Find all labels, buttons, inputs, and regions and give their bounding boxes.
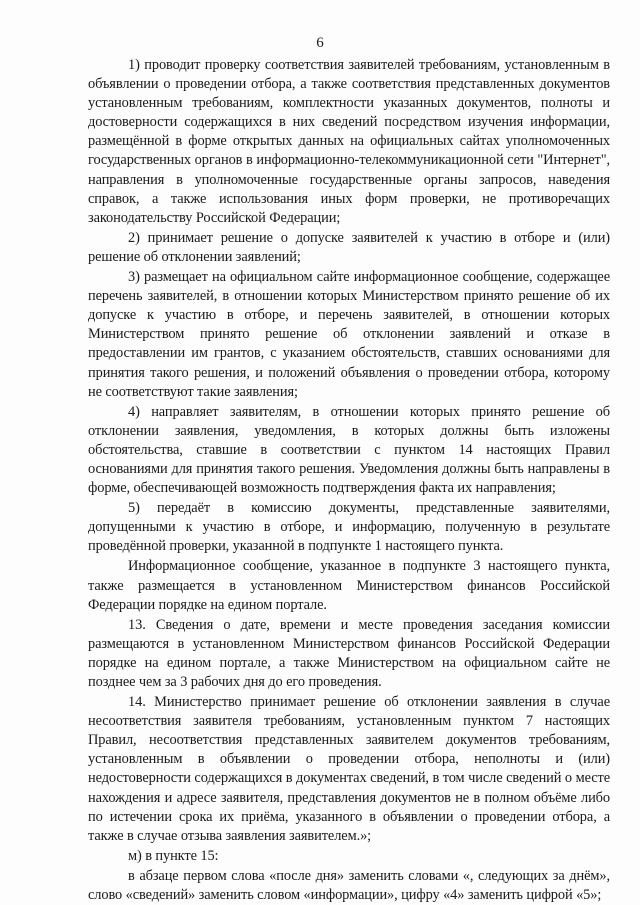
paragraph-subitem-3: 3) размещает на официальном сайте информационное сообщение, содержащее перечень заявителей, в отношении которых Министерством принято решение об их допуске к участию в отборе, и перечень заявителей, в отношении которых Министерством принято решение об отклонении заявлений и отказе в предоставлении им грантов, с указанием обстоятельств, ставших основаниями для принятия такого решения, и положений объявления о проведении отбора, которому не соответствуют такие заявления;	[88, 269, 610, 400]
paragraph-clause-14: 14. Министерство принимает решение об отклонении заявления в случае несоответствия заявителя требованиям, установленным пунктом 7 настоящих Правил, несоответствия представленных заявителем документов требованиям, установленным в объявлении о проведении отбора, неполноты и (или) недостоверности содержащихся в документах сведений, в том числе сведений о месте нахождения и адресе заявителя, представления документов не в полном объёме либо по истечении срока их приёма, указанного в объявлении о проведении отбора, а также в случае отзыва заявления заявителем.»;	[88, 694, 610, 844]
paragraph-subitem-1: 1) проводит проверку соответствия заявителей требованиям, установленным в объявлении о проведении отбора, а также соответствия представленных документов установленным требованиям, комплектности указанных документов, полноты и достоверности содержащихся в них сведений посредством изучения информации, размещённой в форме открытых данных на официальных сайтах уполномоченных государственных органов в информационно-телекоммуникационной сети "Интернет", направления в уполномоченные государственные органы запросов, наведения справок, а также использования иных форм проверки, не противоречащих законодательству Российской Федерации;	[88, 57, 610, 226]
paragraph-subitem-2: 2) принимает решение о допуске заявителей к участию в отборе и (или) решение об отклонении заявлений;	[88, 229, 610, 265]
paragraph-subitem-4: 4) направляет заявителям, в отношении которых принято решение об отклонении заявления, уведомления, в которых должны быть изложены обстоятельства, ставшие в соответствии с пунктом 14 настоящих Правил основаниями для принятия такого решения. Уведомления должны быть направлены в форме, обеспечивающей возможность подтверждения факта их направления;	[88, 403, 610, 497]
document-body	[88, 56, 610, 905]
page-number: 6	[316, 35, 324, 51]
paragraph-info-message: Информационное сообщение, указанное в подпункте 3 настоящего пункта, также размещается в установленном Министерством финансов Российской Федерации порядке на едином портале.	[88, 558, 610, 613]
paragraph-subitem-5: 5) передаёт в комиссию документы, представленные заявителями, допущенными к участию в отборе, и информацию, полученную в результате проведённой проверки, указанной в подпункте 1 настоящего пункта.	[88, 500, 610, 555]
paragraph-clause-13: 13. Сведения о дате, времени и месте проведения заседания комиссии размещаются в установленном Министерством финансов Российской Федерации порядке на едином портале, а также Министерством на официальном сайте не позднее чем за 3 рабочих дня до его проведения.	[88, 616, 610, 690]
paragraph-amendment: в абзаце первом слова «после дня» заменить словами «, следующих за днём», слово «сведений» заменить словом «информации», цифру «4» заменить цифрой «5»;	[88, 867, 610, 904]
paragraph-item-m: м) в пункте 15:	[128, 847, 219, 864]
